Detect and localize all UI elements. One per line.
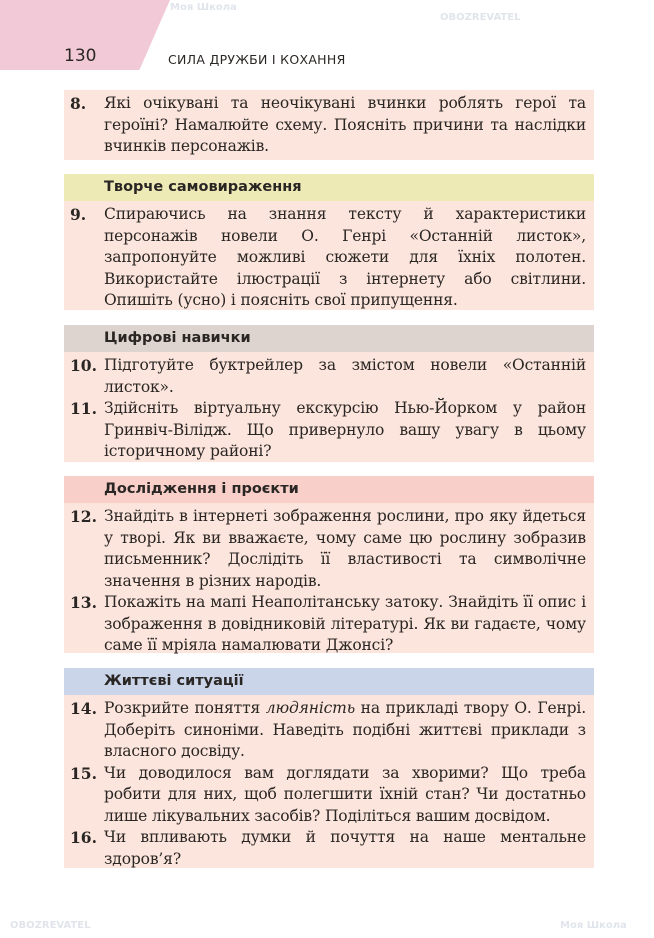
- running-title: СИЛА ДРУЖБИ І КОХАННЯ: [168, 52, 346, 67]
- task-number: 15.: [70, 763, 97, 783]
- task-number: 9.: [70, 205, 87, 224]
- watermark-text: Моя Школа: [560, 920, 627, 931]
- task-text-part: Розкрийте поняття: [104, 699, 266, 717]
- page-number: 130: [64, 46, 97, 66]
- watermark-text: Моя Школа: [170, 2, 237, 13]
- task-text: [104, 698, 586, 763]
- task-number: 12.: [70, 507, 97, 526]
- task-text: Підготуйте буктрейлер за змістом новели «Останній листок».: [104, 356, 586, 396]
- section-life: [64, 668, 594, 868]
- watermark-text: OBOZREVATEL: [10, 920, 91, 931]
- task-text: Чи впливають думки й почуття на наше ментальне здоров’я?: [104, 828, 586, 868]
- section-title: Творче самовираження: [64, 174, 594, 201]
- task-text: Знайдіть в інтернеті зображення рослини, про яку йдеться у творі. Як ви вважаєте, чому саме цю рослину зобразив письменник? Дослідіть її властивості та символічне значення в різних народів.: [104, 507, 586, 590]
- task-number: 8.: [70, 94, 87, 113]
- section-creative: [64, 174, 594, 310]
- section-digital: [64, 325, 594, 462]
- section-title: Життєві ситуації: [64, 668, 594, 695]
- task-item-14: [64, 698, 594, 763]
- task-item-11: [64, 398, 594, 463]
- task-number: 14.: [70, 699, 97, 718]
- task-item-12: [64, 506, 594, 592]
- task-number: 10.: [70, 356, 97, 375]
- task-number: 11.: [70, 399, 97, 418]
- task-item-8: [64, 93, 594, 158]
- section-research: [64, 476, 594, 653]
- task-item-10: [64, 355, 594, 398]
- task-item-16: [64, 827, 594, 870]
- task-item-9: [64, 204, 594, 312]
- section-title: Дослідження і проєкти: [64, 476, 594, 503]
- task-text: Які очікувані та неочікувані вчинки роблять герої та героїні? Намалюйте схему. Поясніть причини та наслідки вчинків персонажів.: [104, 94, 586, 155]
- task-number: 16.: [70, 828, 97, 847]
- watermark-text: OBOZREVATEL: [440, 12, 521, 23]
- task-item-15: [64, 763, 594, 828]
- task-text-part: на прикладі твору О. Генрі. Доберіть синоніми. Наведіть подібні життєві приклади з власного досвіду.: [104, 699, 586, 760]
- task-text: Здійсніть віртуальну екскурсію Нью-Йорком у район Гринвіч-Вілідж. Що привернуло вашу увагу в цьому історичному районі?: [104, 399, 586, 460]
- task-text: Чи доводилося вам доглядати за хворими? Що треба робити для них, щоб полегшити їхній стан? Чи достатньо лише лікувальних засобів? Поділіться вашим досвідом.: [104, 763, 586, 825]
- task-number: 13.: [70, 593, 97, 612]
- task-text: Покажіть на мапі Неаполітанську затоку. Знайдіть її опис і зображення в довідниковій літературі. Як ви гадаєте, чому саме її мріяла намалювати Джонсі?: [104, 593, 586, 654]
- task-text-emphasis: людяність: [265, 699, 356, 717]
- task-text: Спираючись на знання тексту й характеристики персонажів новели О. Генрі «Останній листок», запропонуйте можливі сюжети для їхніх полотен. Використайте ілюстрації з інтернету або світлини. Опишіть (усно) і поясніть свої припущення.: [104, 205, 586, 309]
- task-item-13: [64, 592, 594, 657]
- task-block-8: [64, 90, 594, 160]
- section-title: Цифрові навички: [64, 325, 594, 352]
